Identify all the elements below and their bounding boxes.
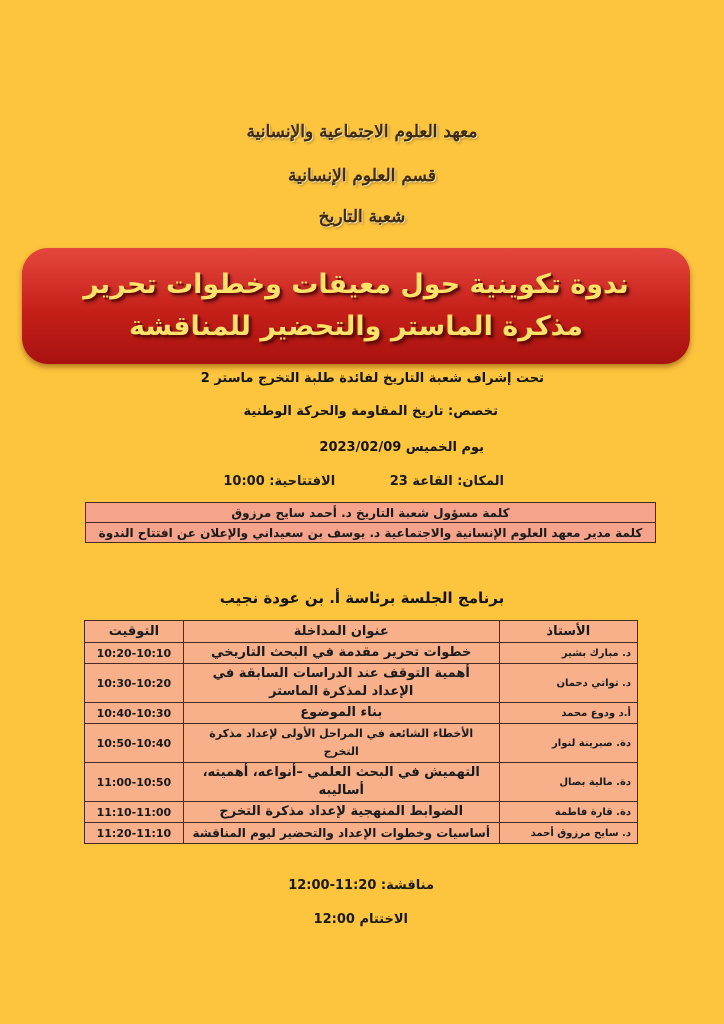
date-line: يوم الخميس 2023/02/09 [319, 440, 484, 455]
topic-cell: الضوابط المنهجية لإعداد مذكرة التخرج [183, 802, 499, 823]
time-cell: 11:10-11:00 [85, 802, 184, 823]
speech-row [86, 503, 656, 523]
speech-row [86, 523, 656, 543]
professor-cell: دة. مالية بصال [499, 763, 637, 802]
program-table [84, 620, 638, 844]
header-topic: عنوان المداخلة [183, 621, 499, 643]
table-row [85, 802, 638, 823]
topic-cell: الأخطاء الشائعة في المراحل الأولى لإعداد مذكرة التخرج [183, 724, 499, 763]
topic-cell: بناء الموضوع [183, 703, 499, 724]
header-professor: الأستاذ [499, 621, 637, 643]
department-name: قسم العلوم الإنسانية [288, 166, 436, 186]
topic-cell: أهمية التوقف عند الدراسات السابقة في الإعداد لمذكرة الماستر [183, 664, 499, 703]
professor-cell: أ.د ودوع محمد [499, 703, 637, 724]
venue-row [223, 474, 504, 489]
closure-time: الاختتام 12:00 [313, 912, 408, 927]
topic-cell: خطوات تحرير مقدمة في البحث التاريخي [183, 643, 499, 664]
professor-cell: د. تواتي دحمان [499, 664, 637, 703]
professor-cell: د. مبارك بشير [499, 643, 637, 664]
table-row [85, 763, 638, 802]
professor-cell: د. سايح مرزوق أحمد [499, 823, 637, 844]
topic-cell: أساسيات وخطوات الإعداد والتحضير ليوم المناقشة [183, 823, 499, 844]
time-cell: 10:50-10:40 [85, 724, 184, 763]
table-row [85, 643, 638, 664]
specialty-line: تخصص: تاريخ المقاومة والحركة الوطنية [243, 404, 498, 419]
venue-label: المكان: القاعة 23 [389, 474, 504, 489]
professor-cell: دة. قارة فاطمة [499, 802, 637, 823]
table-row [85, 703, 638, 724]
supervision-line: تحت إشراف شعبة التاريخ لفائدة طلبة التخرج ماستر 2 [200, 371, 544, 386]
table-row [85, 823, 638, 844]
table-row [85, 664, 638, 703]
time-cell: 10:20-10:10 [85, 643, 184, 664]
header-time: التوقيت [85, 621, 184, 643]
speech-cell: كلمة مدير معهد العلوم الإنسانية والاجتماعية د. يوسف بن سعيداني والإعلان عن افتتاح الندوة [86, 523, 656, 543]
time-cell: 10:30-10:20 [85, 664, 184, 703]
table-row [85, 724, 638, 763]
time-cell: 10:40-10:30 [85, 703, 184, 724]
professor-cell: دة. صبرينة لنوار [499, 724, 637, 763]
topic-cell: التهميش في البحث العلمي –أنواعه، أهميته، أساليبه [183, 763, 499, 802]
opening-speeches-table [85, 502, 656, 543]
institute-name: معهد العلوم الاجتماعية والإنسانية [246, 122, 478, 142]
opening-time: الافتتاحية: 10:00 [223, 474, 336, 489]
seminar-title: ندوة تكوينية حول معيقات وخطوات تحرير مذكرة الماستر والتحضير للمناقشة [83, 269, 629, 342]
branch-name: شعبة التاريخ [318, 207, 406, 227]
time-cell: 11:00-10:50 [85, 763, 184, 802]
discussion-time: مناقشة: 11:20-12:00 [288, 878, 434, 893]
time-cell: 11:20-11:10 [85, 823, 184, 844]
speech-cell: كلمة مسؤول شعبة التاريخ د. أحمد سايح مرزوق [86, 503, 656, 523]
title-banner [22, 248, 690, 364]
program-title: برنامج الجلسة برئاسة أ. بن عودة نجيب [219, 589, 505, 607]
table-header-row [85, 621, 638, 643]
